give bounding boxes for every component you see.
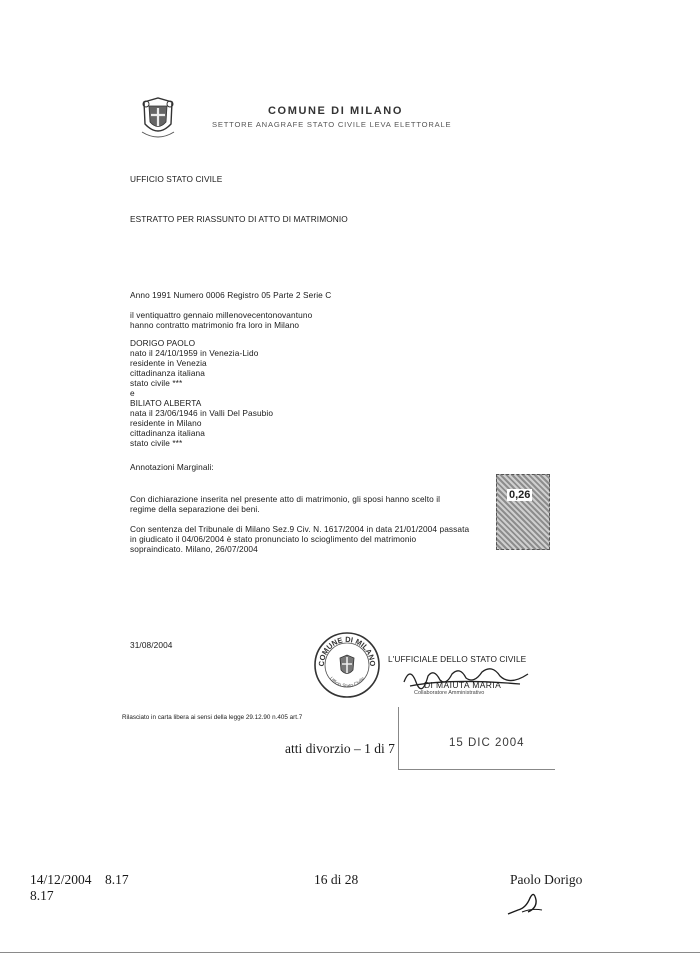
spouse-1-detail: nato il 24/10/1959 in Venezia-Lido	[130, 348, 259, 358]
overlay-page-label: atti divorzio – 1 di 7	[285, 741, 395, 756]
spouse-2	[130, 398, 273, 448]
coat-of-arms-icon	[138, 96, 178, 140]
footer-time: 8.17	[30, 888, 54, 903]
official-title: L'UFFICIALE DELLO STATO CIVILE	[388, 654, 527, 664]
annotation-1	[130, 494, 440, 514]
received-stamp-date: 15 DIC 2004	[449, 737, 525, 749]
spouse-1-detail: cittadinanza italiana	[130, 368, 205, 378]
letterhead-title: COMUNE DI MILANO	[268, 105, 403, 117]
spouse-2-detail: residente in Milano	[130, 418, 202, 428]
official-role: Collaboratore Amministrativo	[414, 690, 485, 696]
office-name: UFFICIO STATO CIVILE	[130, 174, 223, 184]
spouse-2-name: BILIATO ALBERTA	[130, 398, 202, 408]
registry-line: Anno 1991 Numero 0006 Registro 05 Parte 2 Serie C	[130, 290, 332, 300]
footer-page-count: 16 di 28	[314, 872, 359, 887]
spouse-2-detail: nata il 23/06/1946 in Valli Del Pasubio	[130, 408, 274, 418]
seal-top-text: COMUNE DI MILANO	[316, 634, 378, 667]
letterhead-subtitle: SETTORE ANAGRAFE STATO CIVILE LEVA ELETTORALE	[212, 120, 452, 129]
conjunction: e	[130, 388, 135, 398]
spouse-1	[130, 338, 258, 398]
marriage-statement	[130, 310, 312, 330]
seal-bottom-text: Ufficio Stato Civile	[327, 676, 367, 690]
spouse-2-detail: stato civile ***	[130, 438, 183, 448]
spouse-1-name: DORIGO PAOLO	[130, 338, 196, 348]
annotation-line: regime della separazione dei beni.	[130, 504, 260, 514]
annotation-line: Con sentenza del Tribunale di Milano Sez.9 Civ. N. 1617/2004 in data 21/01/2004 passata	[130, 524, 470, 534]
page-divider	[0, 952, 700, 953]
release-note: Rilasciato in carta libera ai sensi della legge 29.12.90 n.405 art.7	[122, 714, 303, 721]
official-seal-icon	[312, 630, 382, 700]
issue-date: 31/08/2004	[130, 640, 173, 650]
received-stamp	[398, 707, 555, 770]
marriage-line: il ventiquattro gennaio millenovecentonovantuno	[130, 310, 313, 320]
annotation-line: sopraindicato. Milano, 26/07/2004	[130, 544, 258, 554]
annotation-2	[130, 524, 469, 554]
svg-text:Ufficio Stato Civile	[328, 676, 366, 690]
author-signature	[504, 888, 548, 920]
footer-author: Paolo Dorigo	[510, 872, 583, 887]
annotation-line: Con dichiarazione inserita nel presente atto di matrimonio, gli sposi hanno scelto il	[130, 494, 441, 504]
spouse-2-detail: cittadinanza italiana	[130, 428, 205, 438]
spouse-1-detail: residente in Venezia	[130, 358, 207, 368]
revenue-stamp	[496, 474, 550, 550]
footer-datetime: 14/12/2004 8.17	[30, 872, 129, 887]
marriage-line: hanno contratto matrimonio fra loro in Milano	[130, 320, 300, 330]
annotation-line: in giudicato il 04/06/2004 è stato pronunciato lo scioglimento del matrimonio	[130, 534, 417, 544]
revenue-stamp-value: 0,26	[509, 489, 531, 501]
document-title: ESTRATTO PER RIASSUNTO DI ATTO DI MATRIMONIO	[130, 214, 348, 224]
spouse-1-detail: stato civile ***	[130, 378, 183, 388]
annotations-heading: Annotazioni Marginali:	[130, 462, 214, 472]
official-name: DI MAIUTA MARIA	[424, 680, 502, 690]
